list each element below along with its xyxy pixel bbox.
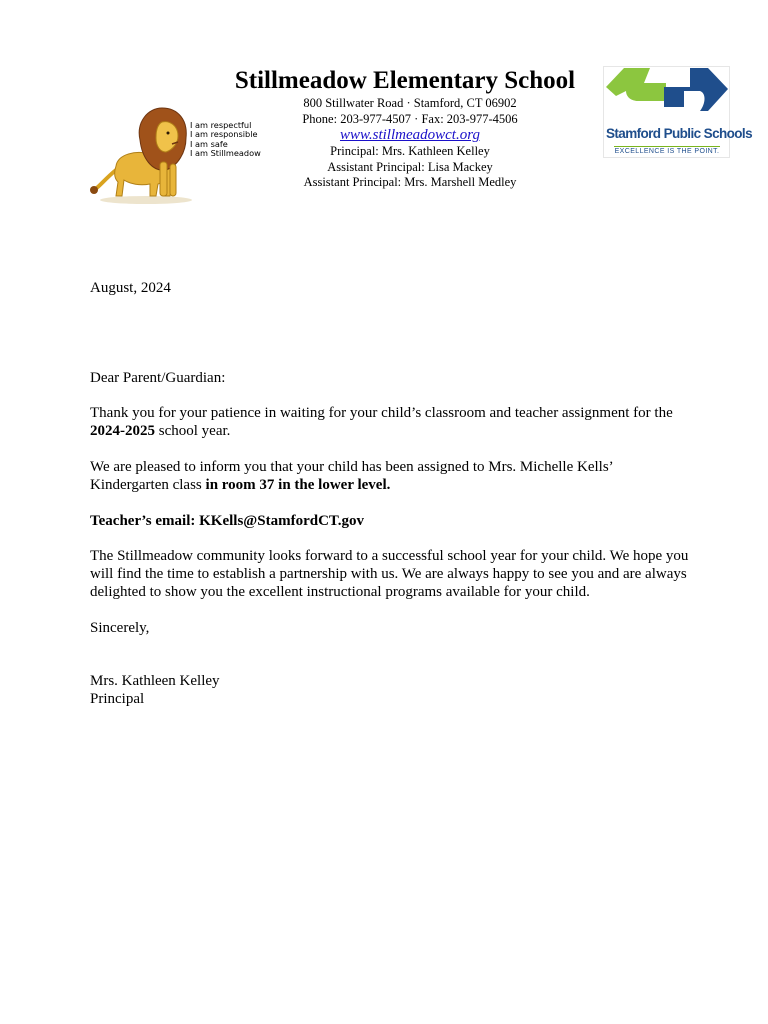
school-year: 2024-2025 bbox=[90, 423, 155, 439]
school-website-link[interactable]: www.stillmeadowct.org bbox=[339, 127, 480, 143]
motto-line: I am safe bbox=[190, 138, 228, 149]
motto-line: I am Stillmeadow bbox=[190, 148, 261, 159]
district-arrows-icon bbox=[604, 67, 729, 125]
paragraph-class-assignment bbox=[90, 458, 690, 494]
tagline-divider bbox=[614, 146, 720, 147]
assistant-principal-line: Assistant Principal: Lisa Mackey bbox=[327, 159, 493, 174]
paragraph-assignment-wait bbox=[90, 404, 690, 440]
assistant-principal-line: Assistant Principal: Mrs. Marshell Medley bbox=[303, 175, 517, 189]
school-phone-fax: Phone: 203-977-4507 · Fax: 203-977-4506 bbox=[302, 111, 518, 126]
paragraph-text: Thank you for your patience in waiting for your child’s classroom and teacher assignment for the bbox=[90, 405, 673, 421]
teacher-email: Teacher’s email: KKells@StamfordCT.gov bbox=[90, 513, 365, 529]
motto-line: I am responsible bbox=[190, 129, 258, 140]
letter-closing: Sincerely, bbox=[90, 620, 150, 636]
paragraph-text: school year. bbox=[158, 423, 231, 439]
district-name: Stamford Public Schools bbox=[606, 126, 752, 141]
room-location: in room 37 in the lower level. bbox=[205, 477, 391, 493]
letter-date: August, 2024 bbox=[90, 280, 171, 296]
district-logo bbox=[603, 66, 752, 158]
motto-line: I am respectful bbox=[190, 120, 252, 130]
school-address: 800 Stillwater Road · Stamford, CT 06902 bbox=[303, 96, 517, 110]
signer-title: Principal bbox=[90, 691, 145, 707]
district-tagline: EXCELLENCE IS THE POINT. bbox=[614, 148, 720, 155]
paragraph-text: We are pleased to inform you that your child has been assigned to Mrs. Michelle Kells’ Kindergarten class bbox=[90, 459, 613, 493]
paragraph-community: The Stillmeadow community looks forward to a successful school year for your child. We hope you will find the time to establish a partnership with us. We are always happy to see you and are always delighted to show you the excellent instructional programs available for your child. bbox=[90, 548, 689, 600]
school-name-heading: Stillmeadow Elementary School bbox=[234, 67, 576, 94]
signer-name: Mrs. Kathleen Kelley bbox=[90, 673, 220, 689]
principal-line: Principal: Mrs. Kathleen Kelley bbox=[330, 144, 490, 158]
letter-salutation: Dear Parent/Guardian: bbox=[90, 370, 226, 386]
letterhead-contact bbox=[230, 96, 590, 191]
